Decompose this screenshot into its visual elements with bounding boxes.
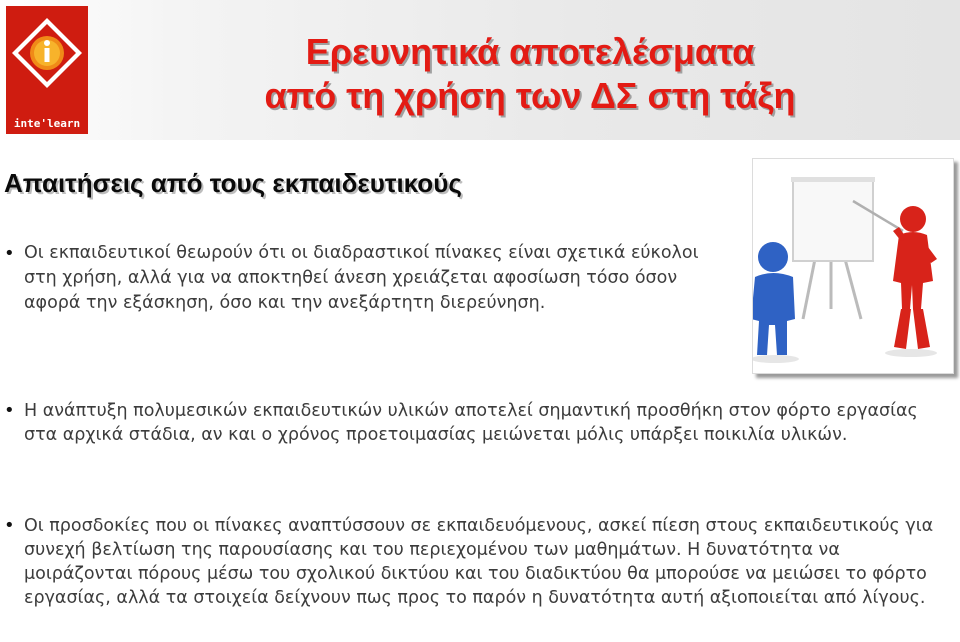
whiteboard-easel-icon [791, 177, 875, 319]
logo-text: inte'learn [13, 117, 81, 130]
title-line-1: Ερευνητικά αποτελέσματα [305, 31, 755, 72]
section-heading: Απαιτήσεις από τους εκπαιδευτικούς [4, 168, 462, 198]
bullet-item-2: • Η ανάπτυξη πολυμεσικών εκπαιδευτικών υλικών αποτελεί σημαντική προσθήκη στον φόρτο εργασίας στα αρχικά στάδια, αν και ο χρόνος προετοιμασίας μειώνεται μόλις υπάρξει ποικιλία υλικών. [24, 399, 944, 447]
student-figure-icon [753, 242, 795, 355]
info-logo-icon [6, 12, 88, 112]
teacher-illustration [752, 158, 954, 374]
teacher-figure-icon [893, 206, 937, 349]
bullet-item-1: • Οι εκπαιδευτικοί θεωρούν ότι οι διαδραστικοί πίνακες είναι σχετικά εύκολοι στη χρήση, αλλά για να αποκτηθεί άνεση χρειάζεται αφοσίωση τόσο όσον αφορά την εξάσκηση, όσο και την ανεξάρτητη διερεύνηση. [24, 241, 704, 316]
title-line-2: από τη χρήση των ΔΣ στη τάξη [264, 75, 796, 116]
bullet-item-3: • Οι προσδοκίες που οι πίνακες αναπτύσσουν σε εκπαιδευόμενους, ασκεί πίεση στους εκπαιδευτικούς για συνεχή βελτίωση της παρουσίασης και του περιεχομένου των μαθημάτων. Η δυνατότητα να μοιράζονται πόρους μέσω του σχολικού δικτύου και του διαδικτύου θα μπορούσε να μειώσει το φόρτο εργασίας, αλλά τα στοιχεία δείχνουν πως προς το παρόν η δυνατότητα αυτή αξιοποιείται από λίγους. [24, 514, 944, 610]
intelearn-logo [6, 6, 88, 134]
page-title [150, 30, 910, 118]
